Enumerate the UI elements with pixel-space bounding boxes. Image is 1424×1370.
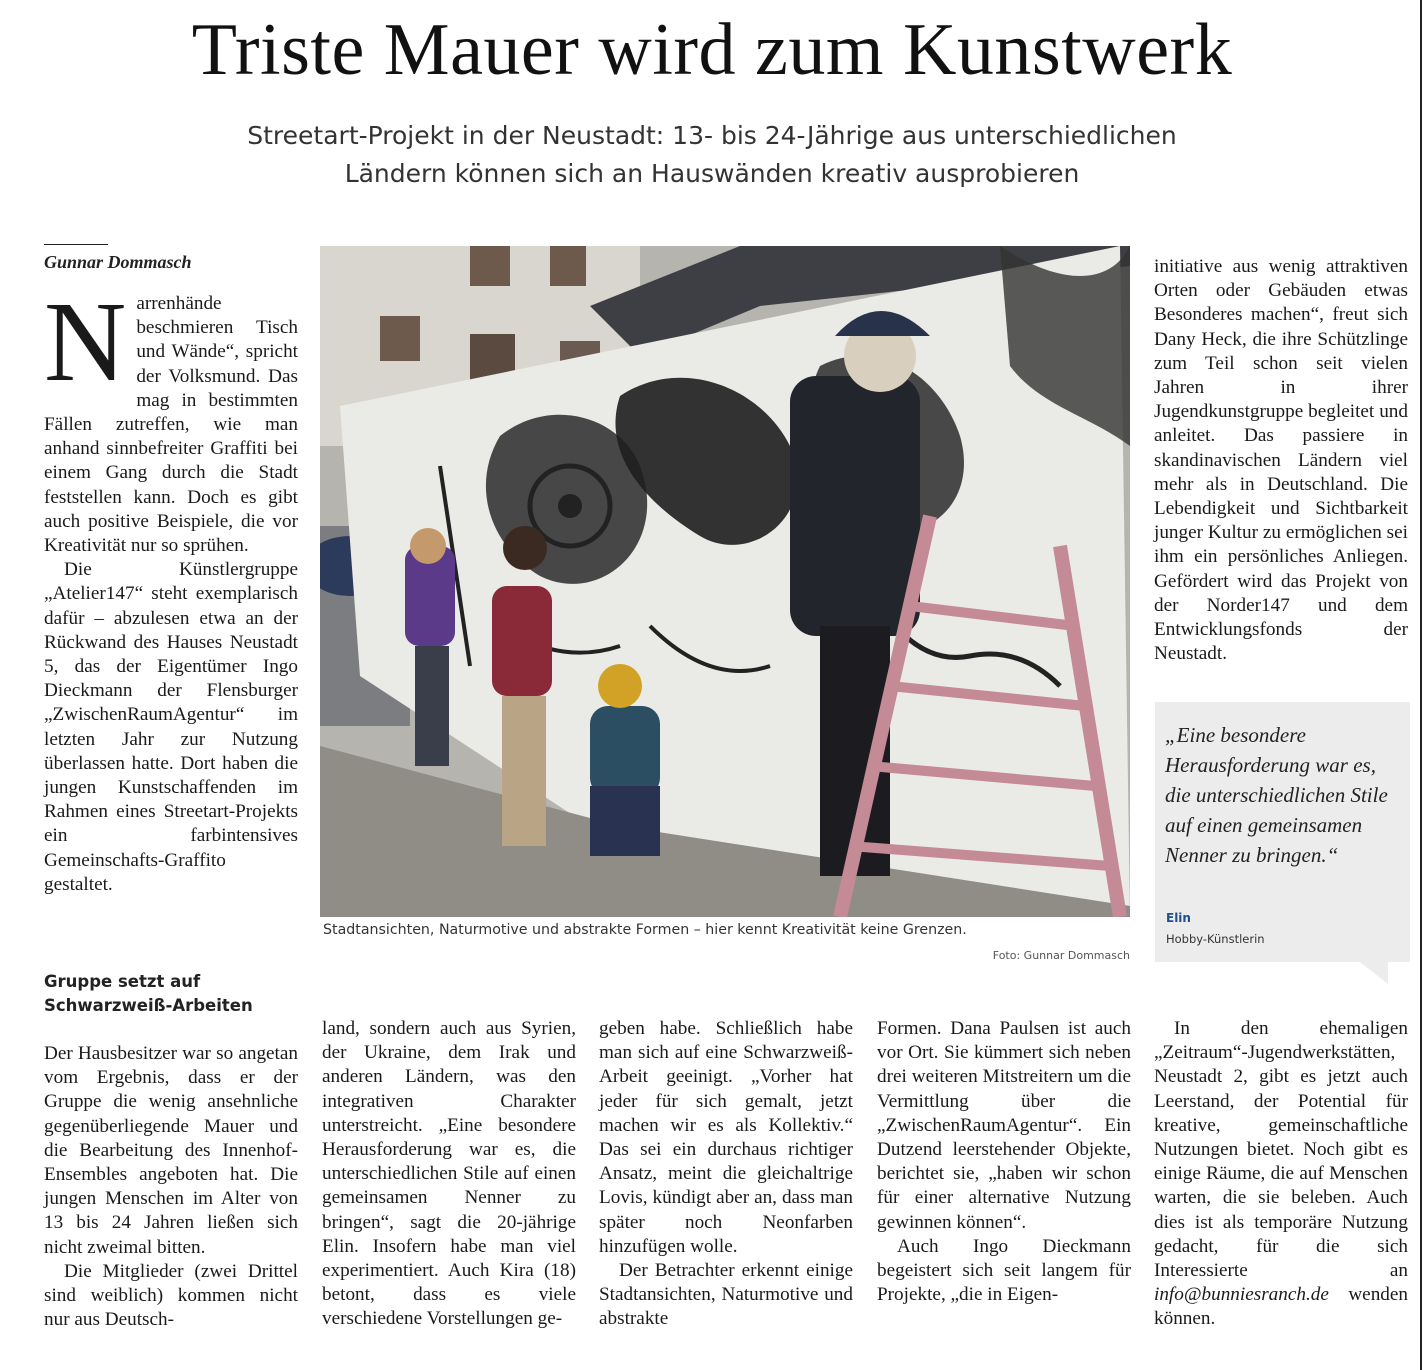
pull-quote-tail — [1360, 962, 1388, 984]
column-5-lower — [1154, 1017, 1408, 1332]
column-3 — [599, 1017, 853, 1332]
zeitraum-text: In den ehemaligen „Zeitraum“-Jugendwerkstätten, Neustadt 2, gibt es jetzt auch Leerstand, der Potential für kreative, gemeinschaftliche Nutzungen bietet. Noch gibt es einige Räume, die auf Menschen warten, die sie beleben. Auch dies ist als temporäre Nutzung gedacht, für die sich Interessierte an — [1154, 1018, 1408, 1282]
article-subheadline — [0, 117, 1424, 193]
pull-quote-role: Hobby-Künstlerin — [1166, 932, 1265, 946]
paragraph-paulsen: Formen. Dana Paulsen ist auch vor Ort. Sie kümmert sich neben drei weiteren Mitstreitern um die Vermittlung über die „ZwischenRaumAgentur“. Ein Dutzend leerstehender Objekte, berichtet sie, „haben wir schon für einer alternative Nutzung gewinnen können“. — [877, 1018, 1131, 1233]
paragraph-dieckmann: Auch Ingo Dieckmann begeistert sich seit langem für Projekte, „die in Eigen- — [877, 1235, 1131, 1306]
paragraph-zeitraum — [1154, 1017, 1408, 1332]
author-byline: Gunnar Dommasch — [44, 252, 192, 272]
paragraph-herkunft: land, sondern auch aus Syrien, der Ukraine, dem Irak und anderen Ländern, was den integrativen Charakter unterstreicht. „Eine besondere Herausforderung war es, die unterschiedlichen Stile auf einen gemeinsamen Nenner zu bringen“, sagt die 20-jährige Elin. Insofern habe man viel experimentiert. Auch Kira (18) betont, dass es viele verschiedene Vorstellungen ge- — [322, 1018, 576, 1330]
page-edge-rule — [1420, 0, 1422, 1370]
column-5-upper — [1154, 255, 1408, 666]
pull-quote-name: Elin — [1166, 911, 1191, 925]
photo-credit: Foto: Gunnar Dommasch — [992, 949, 1130, 962]
paragraph-initiative: initiative aus wenig attraktiven Orten oder Gebäuden etwas Besonderes machen“, freut sich Dany Heck, die ihre Schützlinge zum Teil schon seit vielen Jahren in ihrer Jugendkunstgruppe begleitet und anleitet. Das passiere in skandinavischen Ländern viel mehr als in Deutschland. Die Lebendigkeit und Sichtbarkeit junger Kultur zu ermöglichen sei ihm ein persönliches Anliegen. Gefördert wird das Projekt von der Norder147 und dem Entwicklungsfonds der Neustadt. — [1154, 256, 1408, 665]
column-1-upper — [44, 278, 298, 897]
paragraph-schwarzweiss: geben habe. Schließlich habe man sich auf eine Schwarzweiß-Arbeit geeinigt. „Vorher hat jeder für sich gemalt, jetzt machen wir es als Kollektiv.“ Das sei ein durchaus richtiger Ansatz, meint die gleichaltrige Lovis, kündigt aber an, dass man später noch Neonfarben hinzufügen wolle. — [599, 1018, 853, 1257]
section-subhead: Gruppe setzt auf Schwarzweiß-Arbeiten — [44, 972, 253, 1015]
photo-caption: Stadtansichten, Naturmotive und abstrakte Formen – hier kennt Kreativität keine Grenzen. — [323, 922, 967, 938]
column-4 — [877, 1017, 1131, 1307]
paragraph-hausbesitzer: Der Hausbesitzer war so angetan vom Ergebnis, dass er der Gruppe die wenig ansehnliche gegenüberliegende Mauer und die Bearbeitung des Innenhof-Ensembles angeboten hat. Die jungen Menschen im Alter von 13 bis 24 Jahren ließen sich nicht zweimal bitten. — [44, 1043, 298, 1258]
paragraph-mitglieder: Die Mitglieder (zwei Drittel sind weiblich) kommen nicht nur aus Deutsch- — [44, 1260, 298, 1331]
subheadline-line-1: Streetart-Projekt in der Neustadt: 13- bis 24-Jährige aus unterschiedlichen — [247, 121, 1177, 150]
paragraph-betrachter: Der Betrachter erkennt einige Stadtansichten, Naturmotive und abstrakte — [599, 1260, 853, 1330]
streetart-photo-illustration — [320, 246, 1130, 917]
subheadline-line-2: Ländern können sich an Hauswänden kreativ ausprobieren — [344, 159, 1080, 188]
contact-email-link[interactable]: info@bunniesranch.de — [1154, 1284, 1329, 1306]
column-1-lower — [44, 1042, 298, 1332]
article-headline: Triste Mauer wird zum Kunstwerk — [191, 9, 1233, 91]
article-photo — [320, 246, 1130, 917]
zeitraum-text-end: wenden können. — [1154, 1284, 1408, 1330]
author-rule — [44, 244, 108, 245]
paragraph-atelier: Die Künstlergruppe „Atelier147“ steht exemplarisch dafür – abzulesen etwa an der Rückwand des Hauses Neustadt 5, das der Eigentümer Ingo Dieckmann der Flensburger „ZwischenRaumAgentur“ im letzten Jahr zur Nutzung überlassen hatte. Dort haben die jungen Kunstschaffenden im Rahmen eines Streetart-Projekts ein farbintensives Gemeinschafts-Graffito gestaltet. — [44, 559, 298, 895]
column-2 — [322, 1017, 576, 1332]
pull-quote-text: „Eine besondere Herausforderung war es, die unterschiedlichen Stile auf einen gemeinsamen Nenner zu bringen.“ — [1165, 723, 1388, 867]
drop-cap: N — [44, 278, 127, 405]
intro-paragraph — [44, 278, 298, 558]
intro-text: arrenhände beschmieren Tisch und Wände“, spricht der Volksmund. Das mag in bestimmten Fällen zutreffen, wie man anhand sinnbefreiter Graffiti bei einem Gang durch die Stadt feststellen kann. Doch es gibt auch positive Beispiele, die vor Kreativität nur so sprühen. — [44, 293, 298, 557]
